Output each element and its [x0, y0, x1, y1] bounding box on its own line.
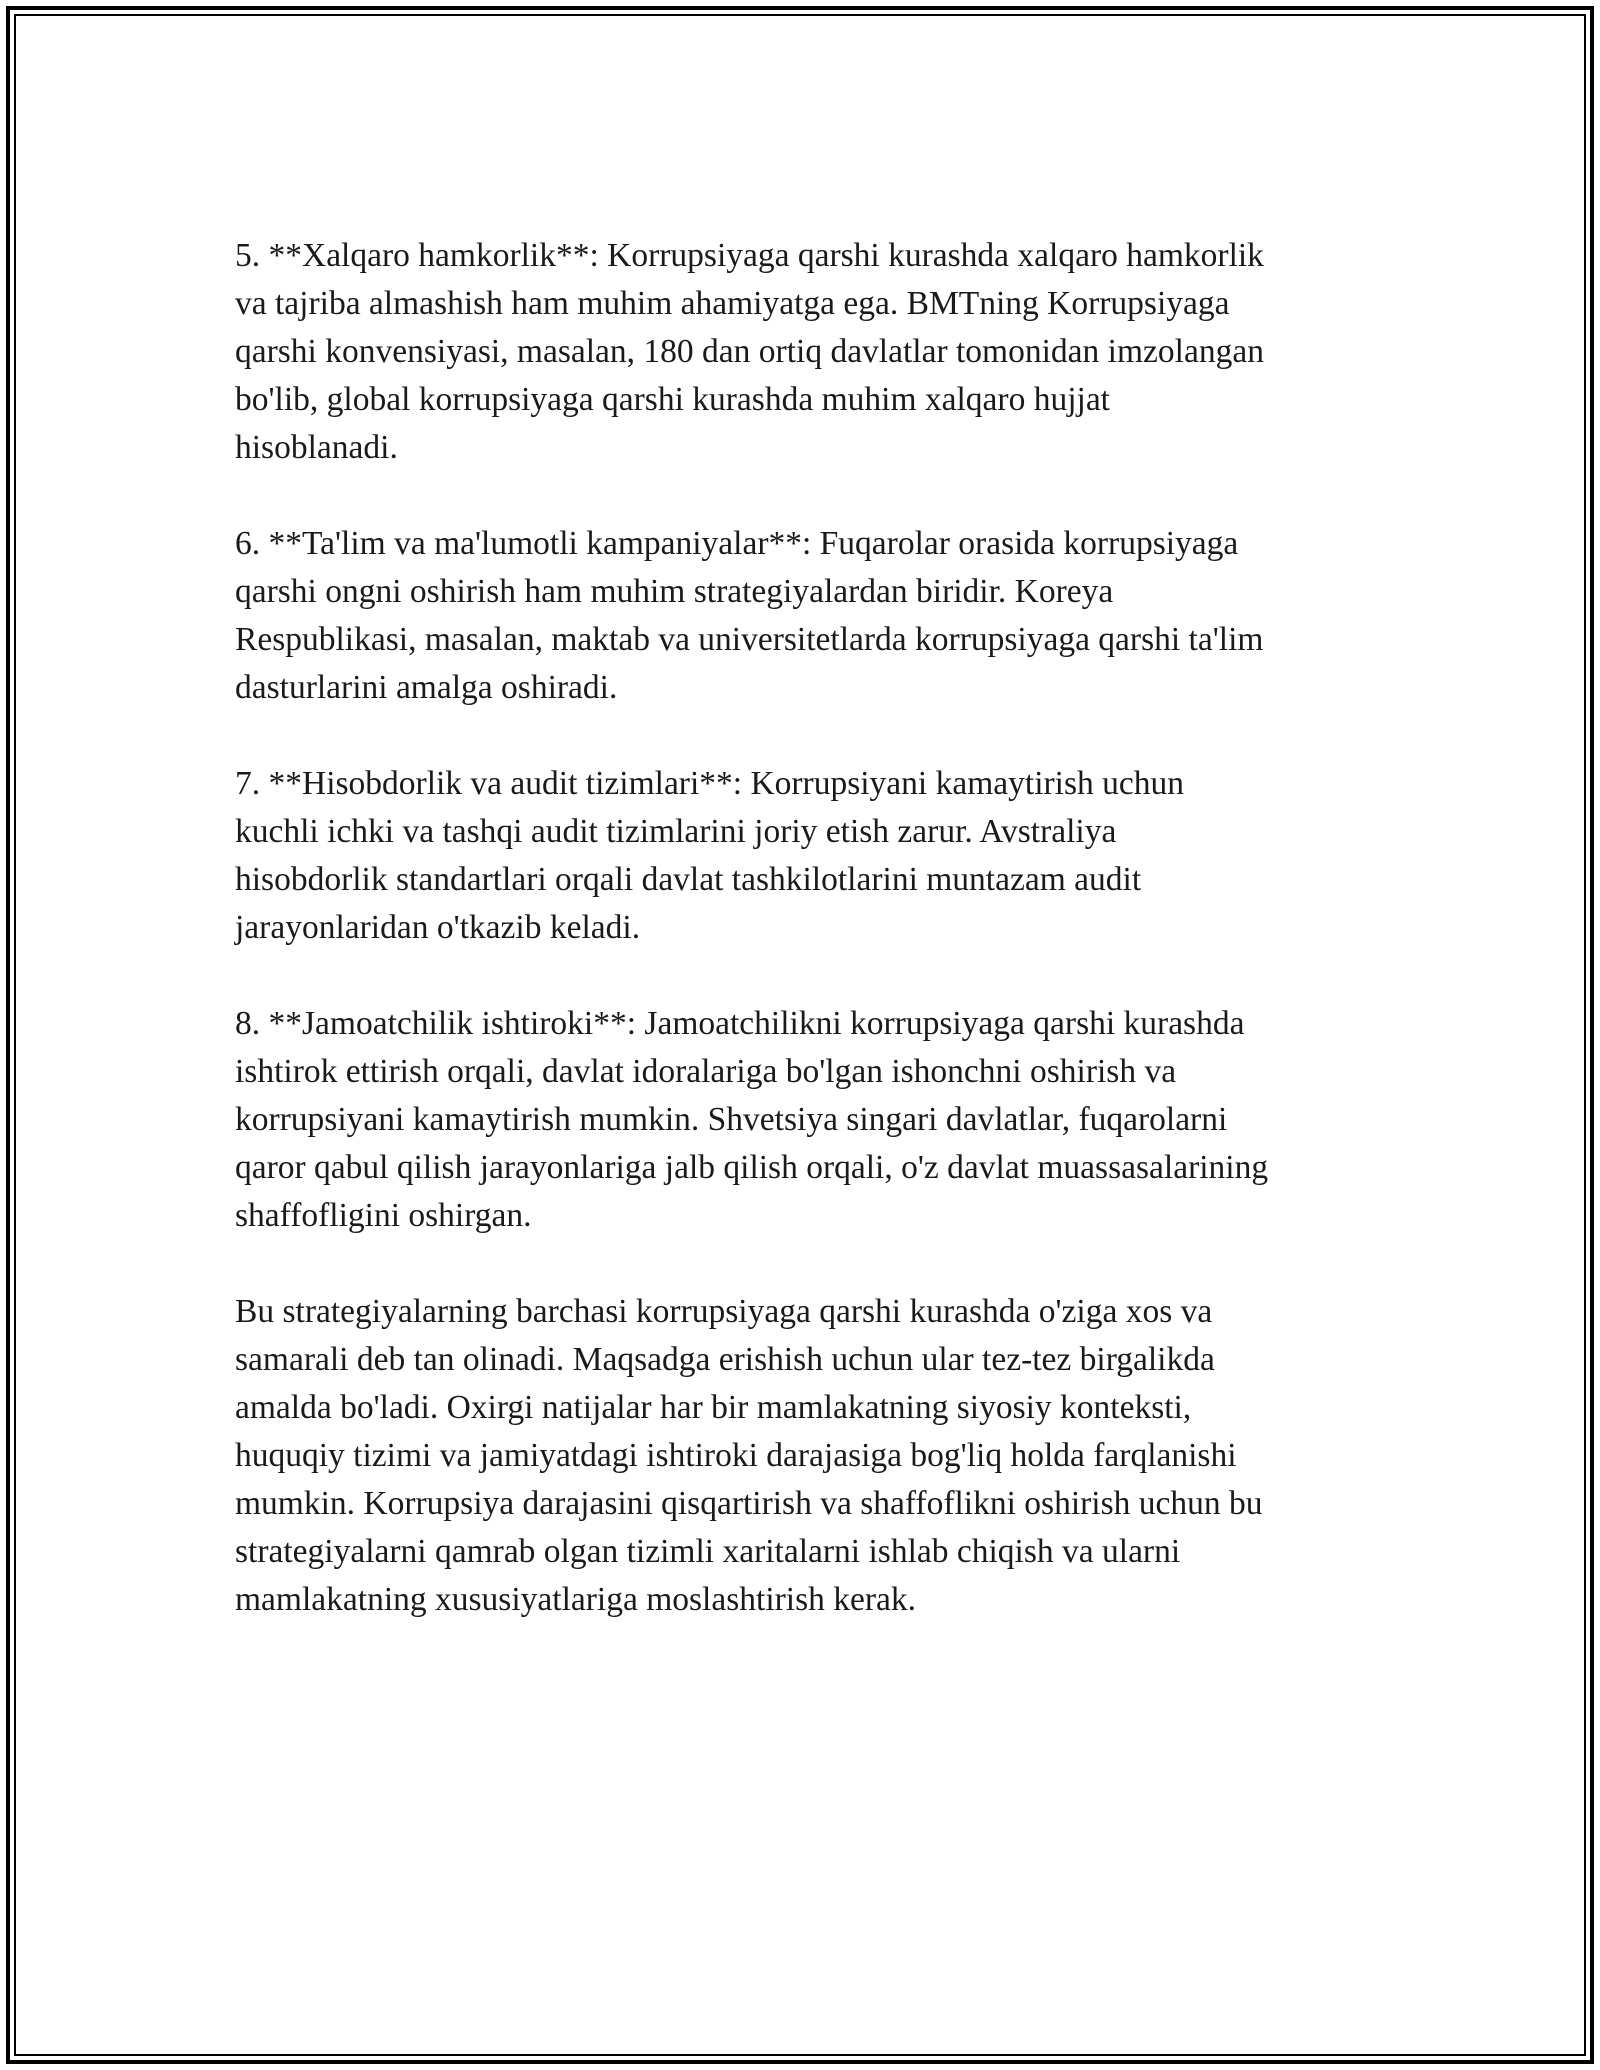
- paragraph-international-cooperation: 5. **Xalqaro hamkorlik**: Korrupsiyaga qarshi kurashda xalqaro hamkorlik va tajriba almashish ham muhim ahamiyatga ega. BMTning Korrupsiyaga qarshi konvensiyasi, masalan, 180 dan ortiq davlatlar tomonidan imzolangan bo'lib, global korrupsiyaga qarshi kurashda muhim xalqaro hujjat hisoblanadi.: [235, 237, 1264, 466]
- document-body: [235, 232, 1375, 1672]
- paragraph-public-participation: 8. **Jamoatchilik ishtiroki**: Jamoatchilikni korrupsiyaga qarshi kurashda ishtirok ettirish orqali, davlat idoralariga bo'lgan ishonchni oshirish va korrupsiyani kamaytirish mumkin. Shvetsiya singari davlatlar, fuqarolarni qaror qabul qilish jarayonlariga jalb qilish orqali, o'z davlat muassasalarining shaffofligini oshirgan.: [235, 1005, 1269, 1234]
- paragraph-accountability-audit: 7. **Hisobdorlik va audit tizimlari**: Korrupsiyani kamaytirish uchun kuchli ichki va tashqi audit tizimlarini joriy etish zarur. Avstraliya hisobdorlik standartlari orqali davlat tashkilotlarini muntazam audit jarayonlaridan o'tkazib keladi.: [235, 765, 1185, 946]
- paragraph-conclusion: Bu strategiyalarning barchasi korrupsiyaga qarshi kurashda o'ziga xos va samarali deb tan olinadi. Maqsadga erishish uchun ular tez-tez birgalikda amalda bo'ladi. Oxirgi natijalar har bir mamlakatning siyosiy konteksti, huquqiy tizimi va jamiyatdagi ishtiroki darajasiga bog'liq holda farqlanishi mumkin. Korrupsiya darajasini qisqartirish va shaffoflikni oshirish uchun bu strategiyalarni qamrab olgan tizimli xaritalarni ishlab chiqish va ularni mamlakatning xususiyatlariga moslashtirish kerak.: [235, 1293, 1263, 1618]
- paragraph-education-campaigns: 6. **Ta'lim va ma'lumotli kampaniyalar**: Fuqarolar orasida korrupsiyaga qarshi ongni oshirish ham muhim strategiyalardan biridir. Koreya Respublikasi, masalan, maktab va universitetlarda korrupsiyaga qarshi ta'lim dasturlarini amalga oshiradi.: [235, 525, 1264, 706]
